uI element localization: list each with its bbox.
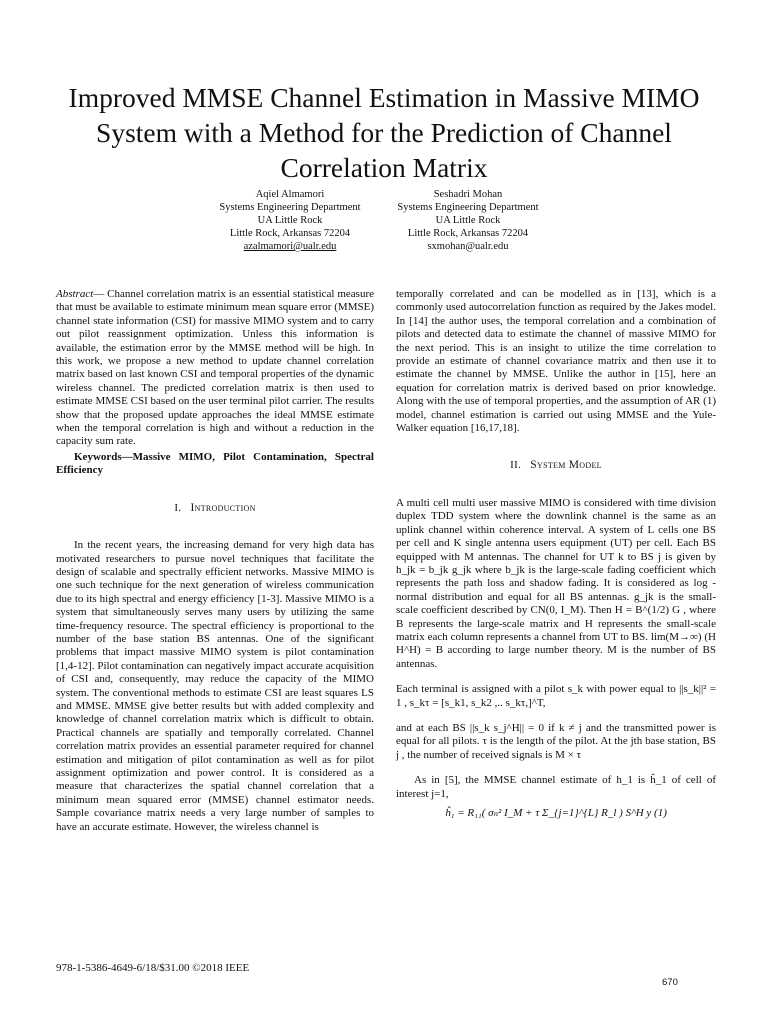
mmse-paragraph: As in [5], the MMSE channel estimate of h_1 is ĥ_1 of cell of interest j=1,	[396, 774, 716, 800]
page-number: 670	[662, 977, 678, 988]
footer-isbn: 978-1-5386-4649-6/18/$31.00 ©2018 IEEE	[56, 962, 250, 974]
abstract	[56, 288, 374, 449]
keywords: Keywords—Massive MIMO, Pilot Contamination, Spectral Efficiency	[56, 450, 374, 477]
right-column	[396, 288, 716, 826]
abstract-text: — Channel correlation matrix is an essential statistical measure that must be available to estimate minimum mean square error (MMSE) channel state information (CSI) for massive MIMO system and to carry out pilot reassignment optimization. Unless this information is available, the estimation error by the MMSE method will be high. In this work, we propose a new method to update channel correlation matrix based on last known CSI and temporal properties of the dynamic wireless channel. The predicted correlation matrix is then used to estimate MMSE CSI based on the user terminal pilot carrier. The results show that the proposed update approaches the ideal MMSE estimate when the temporal correlation is high and without a reduction in the capacity sum rate.	[56, 288, 374, 448]
author-org: UA Little Rock	[257, 215, 323, 226]
left-column	[56, 288, 374, 834]
author-dept: Systems Engineering Department	[219, 202, 361, 213]
author-location: Little Rock, Arkansas 72204	[229, 228, 351, 239]
author-location: Little Rock, Arkansas 72204	[407, 228, 529, 239]
author-email: sxmohan@ualr.edu	[427, 241, 509, 252]
system-model-paragraph: A multi cell multi user massive MIMO is considered with time division duplex TDD system where the downlink channel is the same as an uplink channel within coherence interval. A system of L cells one BS per cell and K single antenna users equipment (UT) per cell. Each BS equipped with M antennas. The channel for UT k to BS j is given by h_jk = b_jk g_jk where b_jk is the large-scale fading coefficient which represents the path loss and shadow fading. It is considered as log -normal distribution and equal for all BS antennas. g_jk is the small-scale coefficient described by CN(0, I_M). Then H = B^(1/2) G , where B represents the large-scale matrix and H represents the small-scale matrix each column represents a channel from UT to BS. lim(M→∞) (H H^H) = B according to large number theory. M is the number of BS antennas.	[396, 496, 716, 670]
author-email-link[interactable]: azalmamori@ualr.edu	[243, 241, 337, 252]
orthogonality-paragraph: and at each BS ||s_k s_j^H|| = 0 if k ≠ j and the transmitted power is equal for all pilots. τ is the length of the pilot. At the jth base station, BS j , the number of received signals is M × τ	[396, 721, 716, 761]
paper-title: Improved MMSE Channel Estimation in Massive MIMO System with a Method for the Prediction of Channel Correlation Matrix	[68, 82, 700, 183]
author-block-1	[190, 188, 390, 253]
author-org: UA Little Rock	[435, 215, 501, 226]
abstract-label: Abstract	[56, 288, 94, 300]
section-heading-introduction: I. Introduction	[174, 501, 256, 514]
pilot-paragraph: Each terminal is assigned with a pilot s_k with power equal to ||s_k||² = 1 , s_kτ = [s_k1, s_k2 ,.. s_kτ,]^T,	[396, 683, 716, 709]
author-name: Seshadri Mohan	[433, 189, 503, 200]
author-dept: Systems Engineering Department	[397, 202, 539, 213]
equation-1: ĥ₁ = R₁₁( σₙ² I_M + τ Σ_{j=1}^{L} R_l ) S^H y (1)	[445, 807, 667, 819]
author-block-2	[368, 188, 568, 253]
intro-paragraph: In the recent years, the increasing demand for very high data has motivated researchers to pursue novel techniques that facilitate the design of scalable and spectrally efficient networks. Massive MIMO is one such technique for the next generation of wireless communication due to its high spectral and energy efficiency [1-3]. Massive MIMO is a system that simultaneously serves many users by utilizing the same time-frequency resource. The spectral efficiency is proportional to the number of the base station BS antennas. One of the significant problems that impact massive MIMO system is pilot contamination [1,4-12]. Pilot contamination can negatively impact accurate acquisition of CSI and, consequently, may reduce the capacity of the MIMO system. The conventional methods to estimate CSI are least squares LS and MMSE. MMSE give better results but with added complexity and knowledge of channel correlation matrix which is difficult to obtain. Practical channels are spatially and temporally correlated. Channel correlation matrix provides an essential parameter required for channel estimation and mitigation of pilot contamination as well as for pilot assignment optimization and power control. It is considered as a measure that characterizes the spatial channel correlation that a minimum mean squared error (MMSE) channel estimator needs. Sample covariance matrix needs a very large number of samples to have an accurate estimate. However, the wireless channel is	[56, 539, 374, 833]
intro-continued-paragraph: temporally correlated and can be modelled as in [13], which is a commonly used autocorrelation function as required by the Jakes model. In [14] the author uses, the temporal correlation and a combination of pilots and detected data to estimate the channel of massive MIMO for the next period. This is an insight to utilize the time correlation to provide an estimate of channel covariance matrix and then use it to estimate the channel by MMSE. Unlike the author in [15], here an equation for correlation matrix is derived based on prior knowledge. Along with the use of temporal properties, and the assumption of AR (1) model, channel estimation is carried out using MMSE and the Yule-Walker equation [16,17,18].	[396, 288, 716, 435]
author-name: Aqiel Almamori	[255, 189, 325, 200]
section-heading-system-model: II. System Model	[510, 459, 602, 472]
